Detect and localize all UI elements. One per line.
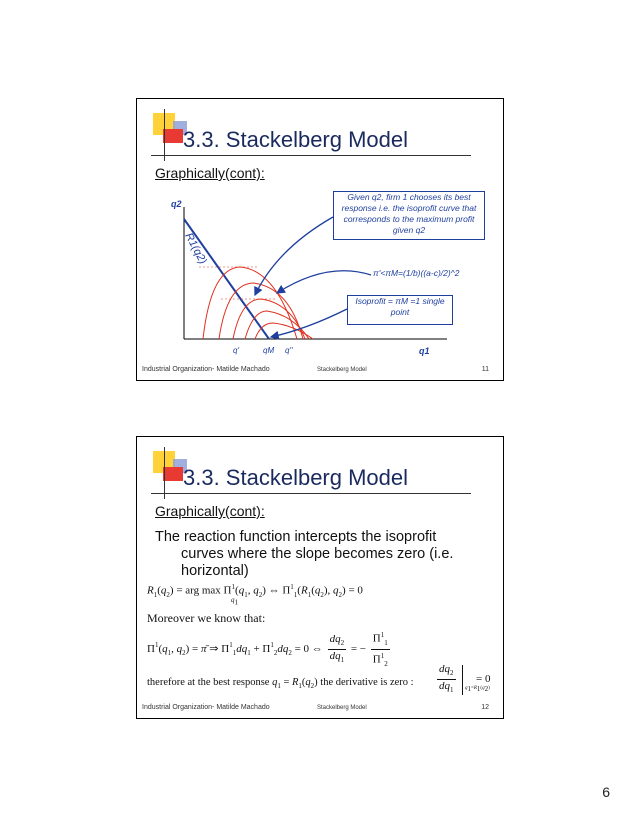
isoprofit-curve-2 bbox=[219, 283, 303, 339]
equation-best-response: therefore at the best response $q_1 = R_1(q_2)$ the derivative is zero : bbox=[147, 677, 414, 691]
body-line-2: curves where the slope becomes zero (i.e. bbox=[181, 546, 454, 562]
body-line-3: horizontal) bbox=[181, 563, 249, 579]
equation-derivative-zero: $\frac{dq_2}{dq_1}$ $q_1=R_1(q_2)$ = 0 bbox=[439, 663, 491, 695]
footer-topic: Stackelberg Model bbox=[317, 367, 367, 373]
equation-reaction-function: $R_1(q_2)$ = arg $\max \Pi^1(q_1$, $q_2$) ⇔ $\Pi^1_1(R_1(q_2)$, $q_2) = 0$ $q_1$ bbox=[147, 583, 363, 607]
slide-title: 3.3. Stackelberg Model bbox=[183, 465, 409, 490]
callout-single-point: Isoprofit = πM =1 single point bbox=[347, 295, 453, 325]
slide-12 bbox=[136, 436, 504, 719]
equation-isoprofit-slope: $\Pi^1(q_1$, $q_2$) = π̄ ⇒ $\Pi^1_1dq_1 + \Pi^1_2dq_2 = 0$ ⇔ $\frac{dq_2}{dq_1}$ = − $\frac{\Pi^1_1}{\Pi^1_2}$ bbox=[147, 631, 388, 668]
slide-title: 3.3. Stackelberg Model bbox=[183, 127, 409, 152]
slide-subtitle: Graphically(cont): bbox=[155, 165, 265, 181]
reaction-function-label: R1(q2) bbox=[182, 231, 209, 267]
decor-red-square bbox=[163, 467, 183, 481]
isoprofit-formula: π'<πM=(1/b)((a-c)/2)^2 bbox=[373, 268, 460, 278]
reaction-function-line bbox=[184, 219, 269, 339]
slide-11 bbox=[136, 98, 504, 381]
therefore-prefix: therefore at the best response bbox=[147, 677, 270, 688]
slide-number: 11 bbox=[481, 366, 489, 373]
decor-vertical-line bbox=[164, 447, 165, 499]
arrow-single-point bbox=[271, 309, 347, 337]
moreover-text: Moreover we know that: bbox=[147, 611, 266, 625]
arrow-formula bbox=[277, 271, 371, 293]
y-axis-label: q2 bbox=[171, 199, 182, 209]
slide-body bbox=[155, 529, 485, 580]
decor-horizontal-line bbox=[151, 493, 471, 494]
therefore-suffix: the derivative is zero : bbox=[320, 677, 414, 688]
isoprofit-curve-4 bbox=[245, 311, 309, 339]
footer-author: Industrial Organization- Matilde Machado bbox=[142, 704, 270, 711]
footer-author: Industrial Organization- Matilde Machado bbox=[142, 366, 270, 373]
body-line-1: The reaction function intercepts the isoprofit bbox=[155, 529, 437, 545]
page-number: 6 bbox=[602, 784, 610, 800]
slide-subtitle: Graphically(cont): bbox=[155, 503, 265, 519]
tick-q-double-prime: q'' bbox=[285, 346, 293, 355]
footer-topic: Stackelberg Model bbox=[317, 705, 367, 711]
x-axis-label: q1 bbox=[419, 346, 430, 356]
slide-number: 12 bbox=[481, 704, 489, 711]
tick-q-prime: q' bbox=[233, 346, 239, 355]
tick-qM: qM bbox=[263, 346, 275, 355]
callout-best-response: Given q2, firm 1 chooses its best response i.e. the isoprofit curve that corresponds to the maximum profit given q2 bbox=[333, 191, 485, 240]
